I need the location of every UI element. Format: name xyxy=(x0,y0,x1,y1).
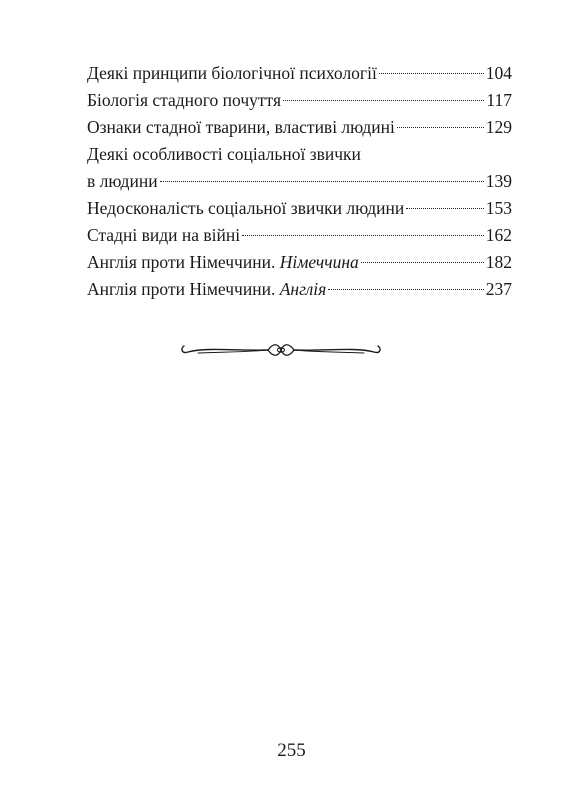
toc-entry-page: 104 xyxy=(485,63,512,83)
dot-leader xyxy=(397,127,484,128)
dot-leader xyxy=(406,208,483,209)
dot-leader xyxy=(328,289,483,290)
toc-entry-page: 153 xyxy=(485,198,512,218)
toc-entry-title xyxy=(87,249,359,276)
toc-entry-page: 237 xyxy=(485,279,512,299)
flourish-divider-icon xyxy=(178,337,384,363)
toc-entry-page: 117 xyxy=(486,90,512,110)
toc-entry-title: Стадні види на війні xyxy=(87,225,241,245)
dot-leader xyxy=(361,262,484,263)
toc-entry xyxy=(87,114,512,141)
page-number: 255 xyxy=(277,740,306,761)
toc-entry xyxy=(87,276,512,303)
toc-entry-title-line1: Деякі особливості соціальної звички xyxy=(87,144,361,164)
toc-entry xyxy=(87,195,512,222)
toc-entry-title: Недосконалість соціальної звички людини xyxy=(87,198,405,218)
toc-entry-title: Біологія стадного почуття xyxy=(87,90,281,110)
toc-entry-title: Ознаки стадної тварини, властиві людині xyxy=(87,117,395,137)
dot-leader xyxy=(283,100,484,101)
toc-entry-page: 162 xyxy=(485,225,512,245)
toc-entry-page: 129 xyxy=(485,117,512,137)
toc-entry xyxy=(87,141,512,195)
toc-entry-page: 139 xyxy=(485,171,512,191)
toc-entry-title-line2: в людини xyxy=(87,171,158,191)
toc-entry-title-italic: Німеччина xyxy=(279,252,359,272)
toc-entry-title: Деякі принципи біологічної психології xyxy=(87,63,377,83)
toc-entry xyxy=(87,60,512,87)
toc-entry xyxy=(87,222,512,249)
toc-entry-title-italic: Англія xyxy=(279,279,327,299)
toc-entry-title xyxy=(87,276,326,303)
toc-entry-title-roman: Англія проти Німеччини. xyxy=(87,252,276,272)
toc-entry-title-roman: Англія проти Німеччини. xyxy=(87,279,276,299)
toc-entry xyxy=(87,249,512,276)
dot-leader xyxy=(379,73,484,74)
toc-entry xyxy=(87,87,512,114)
dot-leader xyxy=(242,235,484,236)
table-of-contents xyxy=(87,60,512,303)
toc-entry-page: 182 xyxy=(485,252,512,272)
dot-leader xyxy=(160,181,484,182)
